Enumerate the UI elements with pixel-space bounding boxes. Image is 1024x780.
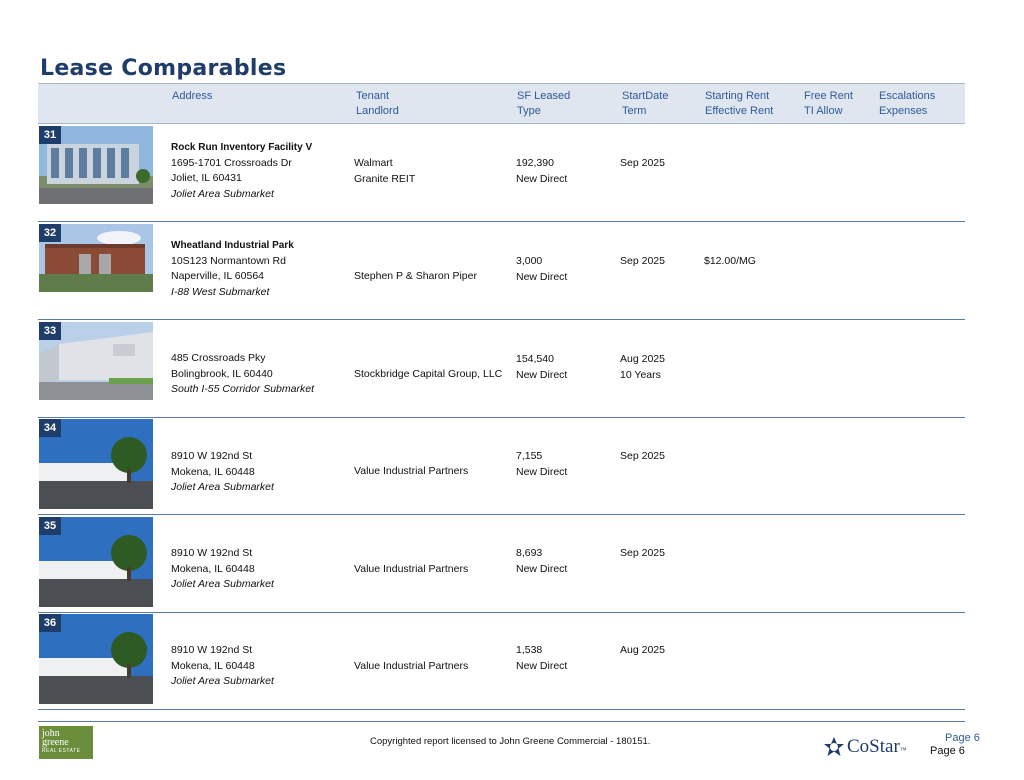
lease-term: 10 Years [620,368,661,381]
row-number: 33 [39,322,61,340]
street: 1695-1701 Crossroads Dr [171,156,292,169]
col-free-ti [804,89,853,119]
header-sf-leased: SF Leased [517,90,571,102]
header-expenses: Expenses [879,105,928,117]
start-date: Sep 2025 [620,255,665,267]
starting-rent: $12.00/MG [704,255,756,267]
street: 8910 W 192nd St [171,547,253,559]
landlord: Value Industrial Partners [354,465,469,477]
col-tenant-landlord [356,89,399,119]
costar-name: CoStar [847,736,900,757]
header-ti-allow: TI Allow [804,105,843,117]
city: Mokena, IL 60448 [171,659,255,672]
table-row [38,515,965,613]
street: 8910 W 192nd St [171,644,253,656]
table-header [38,83,965,124]
lease-type: New Direct [516,659,568,672]
submarket: Joliet Area Submarket [171,675,274,687]
start-date: Aug 2025 [620,644,665,656]
header-term: Term [622,105,647,117]
header-type: Type [517,105,541,117]
landlord: Stockbridge Capital Group, LLC [354,368,503,380]
john-greene-logo [39,726,93,759]
col-sf-type [517,89,570,119]
col-start-term [622,89,668,119]
sf-leased: 7,155 [516,450,543,462]
submarket: Joliet Area Submarket [171,481,274,493]
row-number: 36 [39,614,61,632]
start-date: Sep 2025 [620,450,665,462]
property-photo [39,419,153,509]
col-escalations [879,89,935,119]
property-photo [39,126,153,204]
sf-leased: 154,540 [516,353,554,365]
street: 485 Crossroads Pky [171,352,266,364]
row-number: 31 [39,126,61,144]
table-row [38,320,965,418]
table-row [38,417,965,515]
lease-type: New Direct [516,172,568,185]
submarket: I-88 West Submarket [171,285,270,298]
city: Naperville, IL 60564 [171,270,265,282]
city: Joliet, IL 60431 [171,172,242,184]
lease-type: New Direct [516,465,568,478]
logo-line-3: REAL ESTATE [42,748,81,754]
logo-line-2: greene [42,737,69,748]
table-row [38,612,965,710]
submarket: South I-55 Corridor Submarket [171,383,314,395]
page-title: Lease Comparables [40,56,287,81]
page-number: Page 6 [930,745,965,757]
header-landlord: Landlord [356,105,399,117]
col-address [172,89,212,104]
start-date: Aug 2025 [620,353,665,365]
page-number-link[interactable]: Page 6 [945,732,980,744]
copyright-notice: Copyrighted report licensed to John Greene Commercial - 180151. [370,736,651,747]
start-date: Sep 2025 [620,157,665,169]
city: Bolingbrook, IL 60440 [171,367,273,380]
city: Mokena, IL 60448 [171,562,255,575]
header-effective-rent: Effective Rent [705,105,774,117]
logo-line-1: john [42,728,60,739]
tenant: Walmart [354,157,393,169]
footer-divider [38,721,965,722]
landlord: Value Industrial Partners [354,563,469,575]
header-start-date: StartDate [622,90,669,102]
row-number: 32 [39,224,61,242]
city: Mokena, IL 60448 [171,465,255,478]
property-photo [39,322,153,400]
header-escalations: Escalations [879,90,936,102]
sf-leased: 1,538 [516,644,543,656]
costar-tm: ™ [899,746,907,754]
property-name: Rock Run Inventory Facility V [171,142,313,153]
sf-leased: 3,000 [516,255,543,267]
property-name: Wheatland Industrial Park [171,240,294,251]
row-number: 34 [39,419,61,437]
row-number: 35 [39,517,61,535]
lease-type: New Direct [516,562,568,575]
lease-type: New Direct [516,368,568,381]
header-address: Address [172,90,213,102]
costar-star-icon [823,736,845,758]
submarket: Joliet Area Submarket [171,578,274,590]
col-rent [705,89,773,119]
property-photo [39,614,153,704]
header-free-rent: Free Rent [804,90,853,102]
table-row [38,124,965,222]
costar-wordmark [847,736,907,758]
landlord: Value Industrial Partners [354,660,469,672]
lease-type: New Direct [516,270,568,283]
street: 10S123 Normantown Rd [171,254,286,267]
costar-logo [823,736,907,760]
start-date: Sep 2025 [620,547,665,559]
submarket: Joliet Area Submarket [171,187,274,200]
header-starting-rent: Starting Rent [705,90,770,102]
property-photo [39,224,153,292]
street: 8910 W 192nd St [171,450,253,462]
landlord: Stephen P & Sharon Piper [354,270,477,282]
sf-leased: 8,693 [516,547,543,559]
header-tenant: Tenant [356,90,390,102]
table-row [38,222,965,320]
landlord: Granite REIT [354,172,416,185]
sf-leased: 192,390 [516,157,554,169]
property-photo [39,517,153,607]
